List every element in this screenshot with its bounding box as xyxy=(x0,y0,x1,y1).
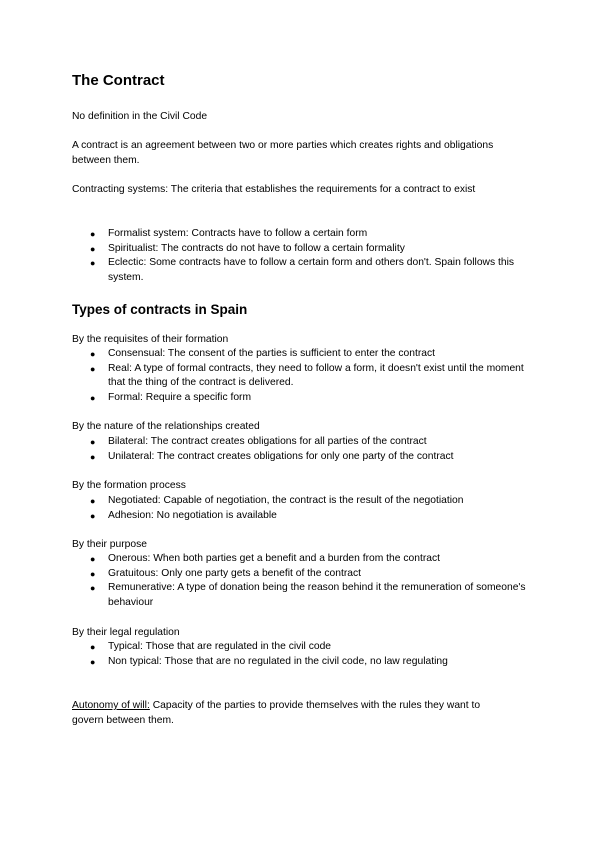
nature-list xyxy=(90,435,540,464)
bullet-icon: ● xyxy=(90,451,96,462)
group-heading-regulation: By their legal regulation xyxy=(72,627,180,638)
bullet-icon: ● xyxy=(90,554,96,564)
list-item: ● Negotiated: Capable of negotiation, the contract is the result of the negotiation xyxy=(90,494,540,509)
regulation-list xyxy=(90,640,540,669)
list-item: ● Unilateral: The contract creates obligations for only one party of the contract xyxy=(90,450,540,465)
formation-list xyxy=(90,347,540,405)
autonomy-line-1 xyxy=(72,699,480,714)
list-item: ● Typical: Those that are regulated in the civil code xyxy=(90,640,540,655)
intro-definition-line-2: between them. xyxy=(72,155,140,166)
list-item: ● Formal: Require a specific form xyxy=(90,391,540,406)
bullet-icon: ● xyxy=(90,392,96,403)
bullet-icon: ● xyxy=(90,583,96,594)
bullet-icon: ● xyxy=(90,437,96,447)
page-title: The Contract xyxy=(72,72,165,89)
purpose-list xyxy=(90,552,540,610)
list-item: ● Consensual: The consent of the parties is sufficient to enter the contract xyxy=(90,347,540,362)
bullet-icon: ● xyxy=(90,258,96,269)
group-heading-purpose: By their purpose xyxy=(72,539,147,550)
bullet-icon: ● xyxy=(90,349,96,359)
list-item: ● Remunerative: A type of donation being the reason behind it the remuneration of someone's behaviour xyxy=(90,582,526,608)
bullet-icon: ● xyxy=(90,229,96,239)
systems-list xyxy=(90,227,540,285)
list-item: ● Non typical: Those that are no regulated in the civil code, no law regulating xyxy=(90,655,540,670)
bullet-icon: ● xyxy=(90,656,96,667)
list-item: ● Adhesion: No negotiation is available xyxy=(90,509,540,524)
bullet-icon: ● xyxy=(90,243,96,254)
contracting-systems-text: Contracting systems: The criteria that establishes the requirements for a contract to exist xyxy=(72,184,476,195)
autonomy-term: Autonomy of will: xyxy=(72,700,150,711)
bullet-icon: ● xyxy=(90,363,96,374)
process-list xyxy=(90,494,540,523)
group-heading-formation: By the requisites of their formation xyxy=(72,334,229,345)
list-item: ● Gratuitous: Only one party gets a benefit of the contract xyxy=(90,567,540,582)
bullet-icon: ● xyxy=(90,568,96,579)
bullet-icon: ● xyxy=(90,642,96,652)
list-item: ● Spiritualist: The contracts do not have to follow a certain formality xyxy=(90,242,540,257)
bullet-icon: ● xyxy=(90,510,96,521)
list-item: ● Eclectic: Some contracts have to follow a certain form and others don't. Spain follows this system. xyxy=(90,257,515,283)
intro-definition-line-1: A contract is an agreement between two or more parties which creates rights and obligations xyxy=(72,140,494,151)
autonomy-line-2: govern between them. xyxy=(72,715,174,726)
types-heading: Types of contracts in Spain xyxy=(72,302,248,317)
group-heading-nature: By the nature of the relationships created xyxy=(72,421,260,432)
group-heading-process: By the formation process xyxy=(72,480,186,491)
autonomy-definition: Capacity of the parties to provide themselves with the rules they want to xyxy=(149,700,481,711)
list-item: ● Formalist system: Contracts have to follow a certain form xyxy=(90,227,540,242)
bullet-icon: ● xyxy=(90,496,96,506)
list-item: ● Onerous: When both parties get a benefit and a burden from the contract xyxy=(90,552,540,567)
intro-no-definition: No definition in the Civil Code xyxy=(72,111,208,122)
list-item: ● Bilateral: The contract creates obligations for all parties of the contract xyxy=(90,435,540,450)
list-item: ● Real: A type of formal contracts, they need to follow a form, it doesn't exist until the moment that the thing of the contract is delivered. xyxy=(90,362,524,389)
